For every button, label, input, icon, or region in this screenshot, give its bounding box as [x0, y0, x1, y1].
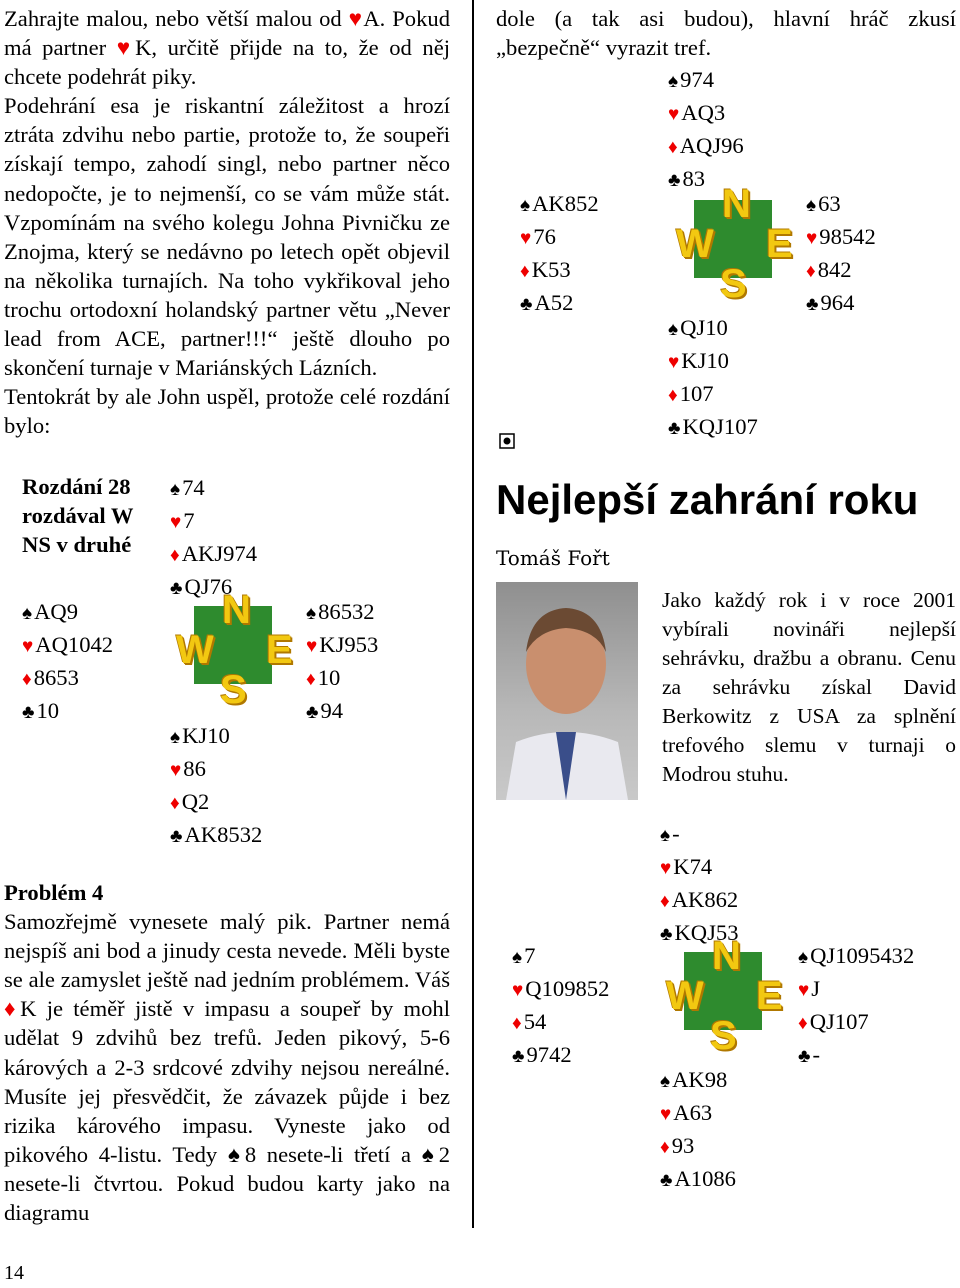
- heart-icon: ♥: [116, 35, 136, 61]
- compass-north: N: [712, 934, 741, 978]
- card-ornament-icon: [498, 432, 516, 455]
- paragraph-1: Zahrajte malou, nebo větší malou od ♥A. Pokud má partner ♥K, určitě přijde na to, že od něj chcete podehrát piky.: [4, 6, 451, 90]
- deal3-south-hand: ♠ AK98 ♥ A63 ♦ 93 ♣ A1086: [660, 1064, 736, 1196]
- intro-paragraph: Jako každý rok i v roce 2001 vybírali novináři nejlepší sehrávku, dražbu a obranu. Cenu za sehrávku získal David Berkowitz z USA za splnění trefového slemu v turnaji o Modrou stuhu.: [662, 588, 956, 786]
- compass-south: S: [220, 668, 247, 712]
- deal1-compass: [174, 588, 293, 712]
- problem-section: [4, 878, 450, 1227]
- compass-west: W: [666, 974, 704, 1018]
- problem-text: Samozřejmě vynesete malý pik. Partner nemá nejspíš ani bod a jinudy cesta nevede. Měli byste se ale zamyslet ještě nad jedním problémem. Váš ♦K je téměř jistě v impasu a soupeř by mohl udělat 9 zdvihů bez trefů. Jeden pikový, 5-6 kárových a 2-3 srdcové zdvihy nejsou nereálné. Musíte jej přesvědčit, že závazek půjde i bez rizika kárového impasu. Vyneste jako od pikového 4-listu. Tedy ♠8 nesete-li třetí a ♠2 nesete-li čtvrtou. Pokud budou karty jako na diagramu: [4, 909, 450, 1226]
- paragraph-3: Tentokrát by ale John uspěl, protože celé rozdání bylo:: [4, 384, 450, 439]
- deal1-south-hand: ♠ KJ10 ♥ 86 ♦ Q2 ♣ AK8532: [170, 720, 262, 852]
- compass-north: N: [722, 182, 751, 226]
- deal3-east-hand: ♠ QJ1095432 ♥ J ♦ QJ107 ♣ -: [798, 940, 914, 1072]
- compass-south: S: [720, 262, 747, 306]
- deal2-north-hand: ♠ 974 ♥ AQ3 ♦ AQJ96 ♣ 83: [668, 64, 744, 196]
- spade-icon: ♠: [227, 1141, 245, 1167]
- diamond-icon: ♦: [4, 996, 21, 1022]
- deal2-compass: [674, 182, 793, 306]
- article-author: Tomáš Fořt: [496, 546, 610, 570]
- right-column-text: dole (a tak asi budou), hlavní hráč zkusí „bezpečně“ vyrazit tref.: [496, 6, 956, 61]
- deal3-compass: [664, 934, 783, 1058]
- deal2-east-hand: ♠ 63 ♥ 98542 ♦ 842 ♣ 964: [806, 188, 876, 320]
- compass-east: E: [766, 222, 793, 266]
- article-headline: Nejlepší zahrání roku: [496, 476, 919, 523]
- left-column-text: [4, 4, 450, 440]
- compass-south: S: [710, 1014, 737, 1058]
- compass-west: W: [176, 628, 214, 672]
- compass-east: E: [756, 974, 783, 1018]
- deal3-west-hand: ♠ 7 ♥ Q109852 ♦ 54 ♣ 9742: [512, 940, 609, 1072]
- deal1-north-hand: ♠ 74 ♥ 7 ♦ AKJ974 ♣ QJ76: [170, 472, 257, 604]
- compass-east: E: [266, 628, 293, 672]
- problem-title: Problém 4: [4, 880, 104, 905]
- compass-west: W: [676, 222, 714, 266]
- deal3-north-hand: ♠ - ♥ K74 ♦ AK862 ♣ KQJ53: [660, 818, 739, 950]
- spade-icon: ♠: [421, 1141, 439, 1167]
- column-divider: [472, 0, 474, 1228]
- deal1-west-hand: ♠ AQ9 ♥ AQ1042 ♦ 8653 ♣ 10: [22, 596, 113, 728]
- page-number: 14: [4, 1262, 24, 1284]
- heart-icon: ♥: [348, 6, 364, 31]
- deal-label: Rozdání 28 rozdával W NS v druhé: [22, 474, 134, 558]
- deal2-south-hand: ♠ QJ10 ♥ KJ10 ♦ 107 ♣ KQJ107: [668, 312, 758, 444]
- deal1-east-hand: ♠ 86532 ♥ KJ953 ♦ 10 ♣ 94: [306, 596, 378, 728]
- compass-north: N: [222, 588, 251, 632]
- paragraph-2: Podehrání esa je riskantní záležitost a hrozí ztráta zdvihu nebo partie, protože to, že soupeři získají tempo, zahodí singl, nebo partner něco nedopočte, je to nejmenší, co se vám může stát. Vzpomínám na svého kolegu Johna Pivničku ze Znojma, který se nedávno po letech opět objevil na několika turnajích. Na toho vykřikoval jeho trochu ortodoxní holandský partner větu „Never lead from ACE, partner!!!“ ještě dlouho po skončení turnaje v Mariánských Lázních.: [4, 93, 450, 381]
- portrait-photo: [496, 582, 638, 800]
- deal2-west-hand: ♠ AK852 ♥ 76 ♦ K53 ♣ A52: [520, 188, 599, 320]
